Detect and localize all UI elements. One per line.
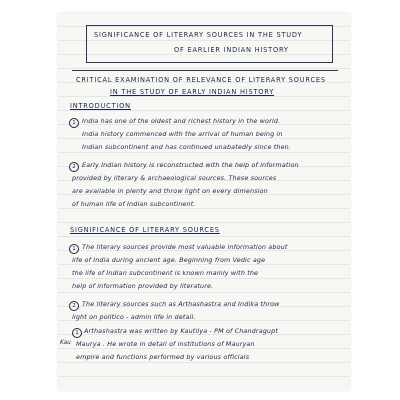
significance-item-1-number: 1 — [69, 244, 79, 254]
significance-heading: SIGNIFICANCE OF LITERARY SOURCES — [70, 226, 220, 234]
margin-note: Kau — [60, 340, 71, 346]
significance-item-1-line-2: life of India during ancient age. Beginning from Vedic age — [72, 256, 266, 264]
significance-item-2-number: 2 — [69, 301, 79, 311]
sub-item-1-number: 1 — [72, 328, 82, 338]
sub-item-1-line-2: Maurya . He wrote in detail of institutions of Mauryan — [76, 340, 255, 348]
intro-item-1-line-2: India history commenced with the arrival of human being in — [82, 130, 283, 138]
significance-item-1-line-1: The literary sources provide most valuable information about — [82, 243, 288, 251]
sub-item-1-line-3: empire and functions performed by various officials — [76, 353, 250, 361]
intro-item-1-line-1: India has one of the oldest and richest history in the world. — [82, 117, 281, 125]
intro-item-1-number: 1 — [69, 118, 79, 128]
significance-item-2-line-1: The literary sources such as Arthashastra and Indika throw — [82, 300, 280, 308]
subtitle-line-2: IN THE STUDY OF EARLY INDIAN HISTORY — [110, 88, 275, 96]
significance-item-1-line-4: help of information provided by literature. — [72, 282, 214, 290]
intro-item-2-line-1: Early Indian history is reconstructed with the help of information — [82, 161, 299, 169]
separator-rule — [72, 70, 338, 71]
page-title-line-2: OF EARLIER INDIAN HISTORY — [174, 46, 289, 54]
sub-item-1-line-1: Arthashastra was written by Kautilya - PM of Chandragupt — [84, 327, 278, 335]
intro-item-2-line-4: of human life of Indian subcontinent. — [72, 200, 196, 208]
subtitle-line-1: CRITICAL EXAMINATION OF RELEVANCE OF LITERARY SOURCES — [76, 76, 326, 84]
significance-item-2-line-2: light on politico - admin life in detail. — [72, 313, 196, 321]
intro-item-2-line-3: are available in plenty and throw light on every dimension — [72, 187, 268, 195]
intro-item-2-line-2: provided by literary & archaeological sources. These sources — [72, 174, 277, 182]
introduction-heading: INTRODUCTION — [70, 102, 131, 110]
significance-item-1-line-3: the life of Indian subcontinent is known mainly with the — [72, 269, 259, 277]
intro-item-2-number: 2 — [69, 162, 79, 172]
intro-item-1-line-3: Indian subcontinent and has continued unabatedly since then. — [82, 143, 292, 151]
notebook-page — [58, 13, 350, 390]
page-title-line-1: SIGNIFICANCE OF LITERARY SOURCES IN THE STUDY — [94, 31, 303, 39]
